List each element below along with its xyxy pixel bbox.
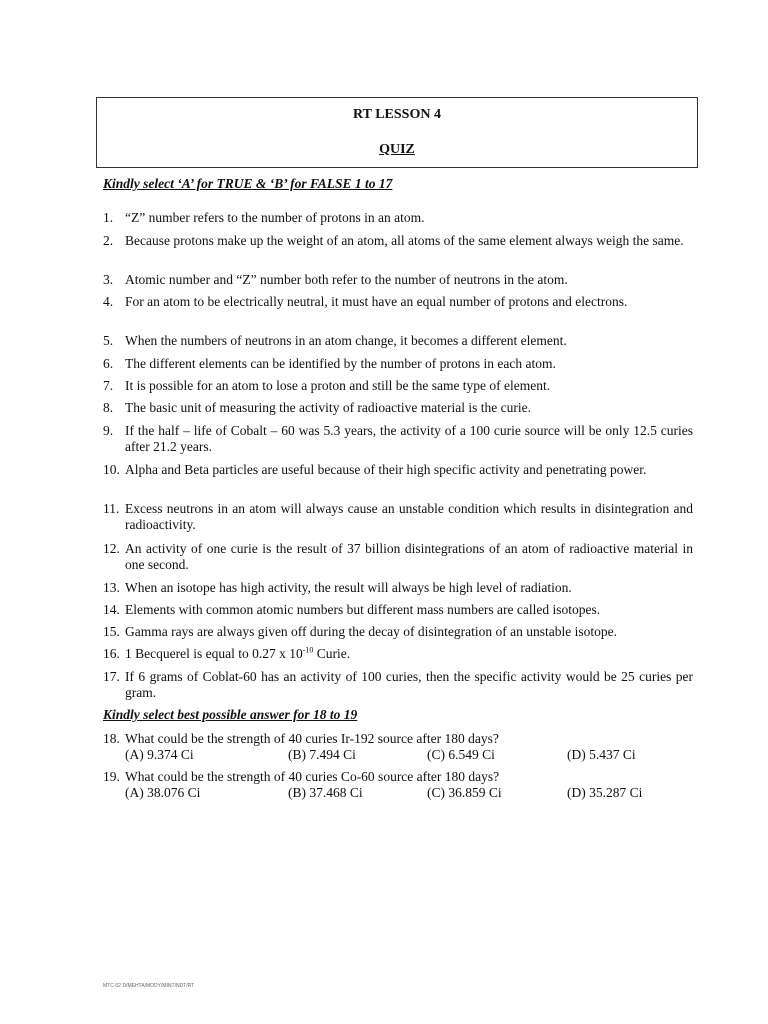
mcq-item — [103, 769, 693, 801]
question-number: 11. — [103, 501, 120, 516]
question-number: 7. — [103, 378, 114, 393]
option-a[interactable]: (A) 38.076 Ci — [125, 785, 201, 800]
question-number: 1. — [103, 210, 114, 225]
question-number: 13. — [103, 580, 120, 595]
option-b[interactable]: (B) 37.468 Ci — [288, 785, 363, 800]
question-item — [103, 272, 693, 288]
question-number: 18. — [103, 731, 120, 746]
section-heading-mcq: Kindly select best possible answer for 18 to 19 — [103, 707, 358, 722]
question-number: 16. — [103, 646, 120, 661]
question-item — [103, 378, 693, 394]
question-text: What could be the strength of 40 curies Ir-192 source after 180 days? — [125, 731, 499, 746]
question-number: 10. — [103, 462, 120, 477]
question-text: The different elements can be identified by the number of protons in each atom. — [125, 356, 556, 371]
section-heading-true-false: Kindly select ‘A’ for TRUE & ‘B’ for FALSE 1 to 17 — [103, 176, 393, 191]
question-item — [103, 501, 693, 533]
question-item — [103, 602, 693, 618]
quiz-subtitle: QUIZ — [379, 142, 415, 157]
question-item — [103, 646, 693, 662]
question-text: Because protons make up the weight of an atom, all atoms of the same element always weigh the same. — [125, 233, 684, 248]
question-number: 6. — [103, 356, 114, 371]
question-number: 5. — [103, 333, 114, 348]
exponent: -10 — [302, 645, 314, 655]
question-number: 4. — [103, 294, 114, 309]
question-text: Elements with common atomic numbers but different mass numbers are called isotopes. — [125, 602, 601, 617]
question-item — [103, 624, 693, 640]
question-number: 8. — [103, 400, 114, 415]
answer-options — [125, 785, 693, 801]
question-text: For an atom to be electrically neutral, it must have an equal number of protons and electrons. — [125, 294, 628, 309]
question-number: 17. — [103, 669, 120, 684]
question-number: 2. — [103, 233, 114, 248]
lesson-title: RT LESSON 4 — [353, 107, 441, 122]
question-item — [103, 294, 693, 310]
question-text: It is possible for an atom to lose a proton and still be the same type of element. — [125, 378, 551, 393]
title-box — [96, 97, 698, 168]
question-text: Gamma rays are always given off during the decay of disintegration of an unstable isotope. — [125, 624, 617, 639]
answer-options — [125, 747, 693, 763]
question-text: An activity of one curie is the result of 37 billion disintegrations of an atom of radioactive material in one second. — [125, 541, 693, 572]
question-text: Alpha and Beta particles are useful because of their high specific activity and penetrating power. — [125, 462, 647, 477]
question-item — [103, 210, 693, 226]
question-number: 14. — [103, 602, 120, 617]
option-a[interactable]: (A) 9.374 Ci — [125, 747, 194, 762]
option-b[interactable]: (B) 7.494 Ci — [288, 747, 356, 762]
option-c[interactable]: (C) 36.859 Ci — [427, 785, 502, 800]
question-number: 15. — [103, 624, 120, 639]
question-item — [103, 356, 693, 372]
mcq-item — [103, 731, 693, 763]
footer-reference: MTC-02 D/MEHTA/MODY/MINT/NDT/RT — [103, 983, 195, 989]
question-text-part: Curie. — [313, 646, 351, 661]
question-text — [125, 646, 693, 662]
option-c[interactable]: (C) 6.549 Ci — [427, 747, 495, 762]
question-number: 12. — [103, 541, 120, 556]
question-item — [103, 541, 693, 573]
question-text: When the numbers of neutrons in an atom change, it becomes a different element. — [125, 333, 567, 348]
question-number: 19. — [103, 769, 120, 784]
option-d[interactable]: (D) 35.287 Ci — [567, 785, 643, 800]
question-text: When an isotope has high activity, the result will always be high level of radiation. — [125, 580, 572, 595]
question-text: Atomic number and “Z” number both refer to the number of neutrons in the atom. — [125, 272, 568, 287]
question-text: Excess neutrons in an atom will always cause an unstable condition which results in disintegration and radioactivity. — [125, 501, 693, 532]
question-text: What could be the strength of 40 curies Co-60 source after 180 days? — [125, 769, 500, 784]
question-item — [103, 400, 693, 416]
question-text: The basic unit of measuring the activity of radioactive material is the curie. — [125, 400, 531, 415]
question-text: If 6 grams of Coblat-60 has an activity of 100 curies, then the specific activity would be 25 curies per gram. — [125, 669, 693, 700]
question-item — [103, 233, 693, 249]
option-d[interactable]: (D) 5.437 Ci — [567, 747, 636, 762]
question-number: 9. — [103, 423, 114, 438]
question-item — [103, 462, 693, 478]
question-item — [103, 580, 693, 596]
question-item — [103, 333, 693, 349]
question-number: 3. — [103, 272, 114, 287]
question-item — [103, 669, 693, 701]
question-text-part: 1 Becquerel is equal to 0.27 x 10 — [125, 646, 303, 661]
question-text: If the half – life of Cobalt – 60 was 5.3 years, the activity of a 100 curie source will be only 12.5 curies after 21.2 years. — [125, 423, 693, 454]
question-item — [103, 423, 693, 455]
question-text: “Z” number refers to the number of protons in an atom. — [125, 210, 425, 225]
